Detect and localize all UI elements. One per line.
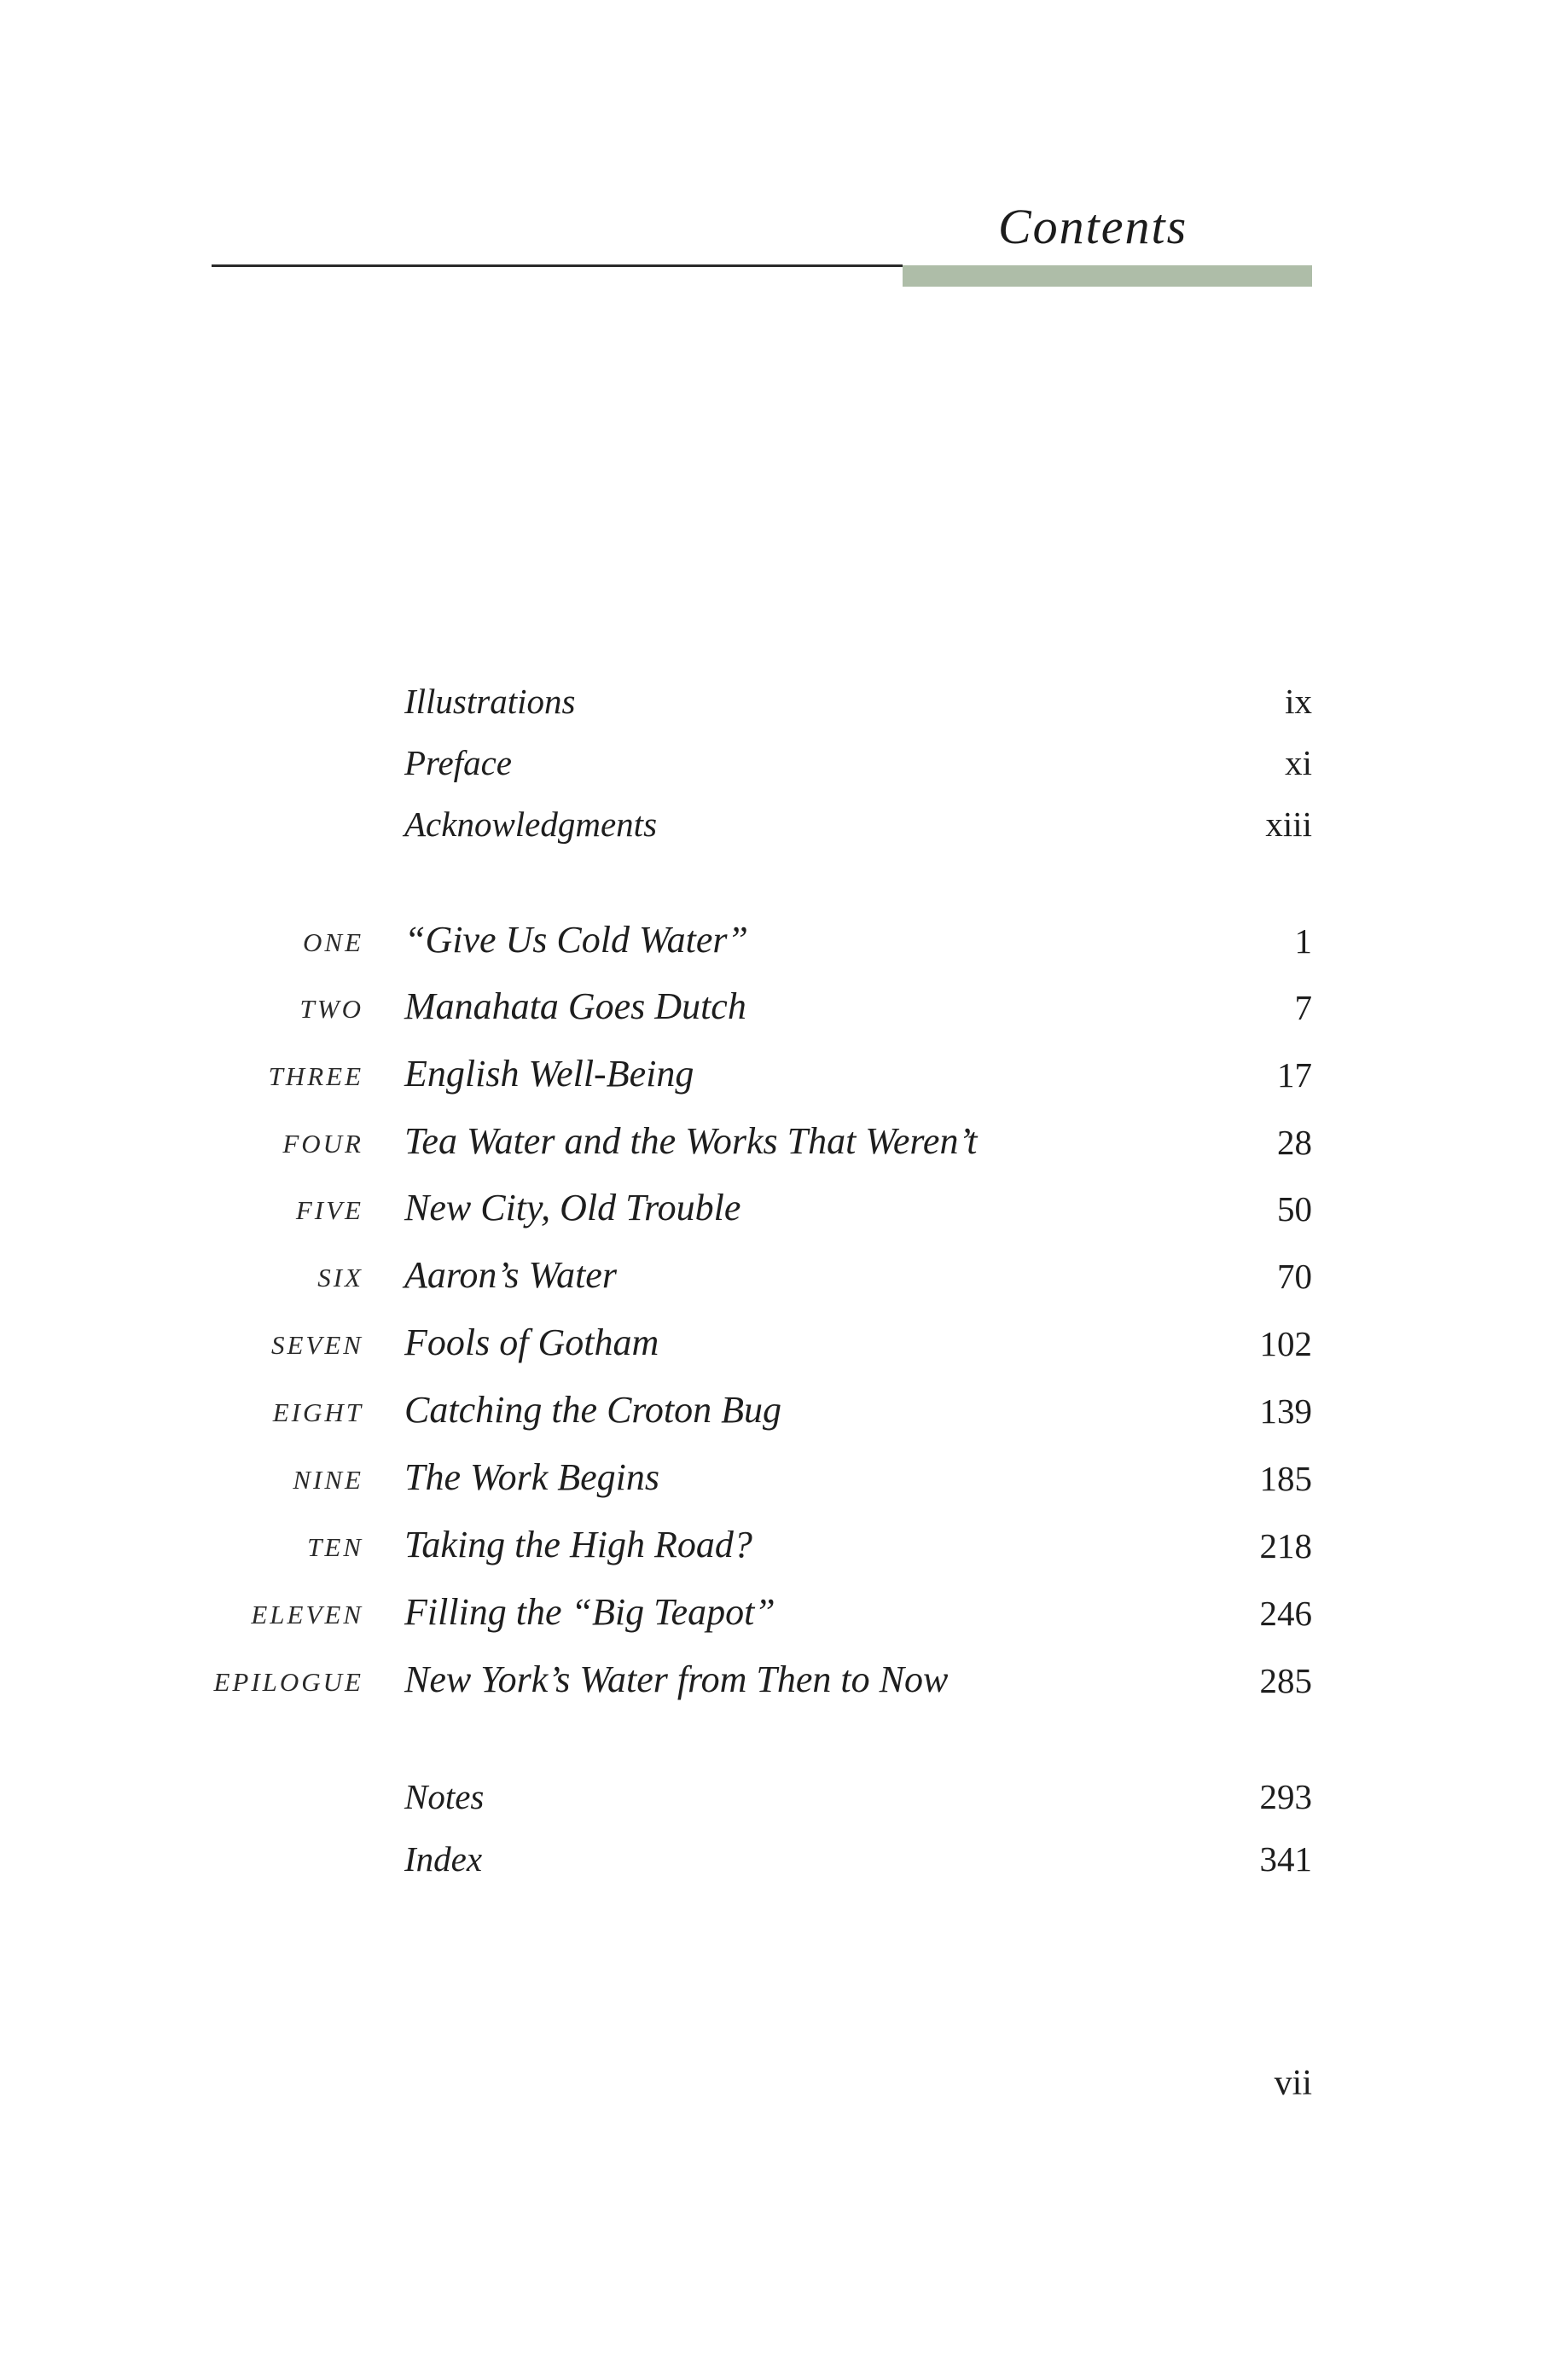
toc-entry-chapter: [212, 1108, 1312, 1168]
chapter-page: 17: [1277, 1055, 1312, 1095]
chapter-title: Aaron’s Water: [404, 1254, 617, 1296]
entry-page: ix: [1285, 682, 1312, 721]
header-rule-dark: [212, 264, 903, 267]
toc-entry-chapter: [212, 1512, 1312, 1571]
chapter-page: 139: [1259, 1391, 1312, 1431]
chapter-number: ELEVEN: [251, 1600, 363, 1629]
chapter-title: Taking the High Road?: [404, 1524, 752, 1565]
toc-entry-front-matter: [212, 729, 1312, 788]
chapter-title: Tea Water and the Works That Weren’t: [404, 1120, 978, 1162]
toc-entry-chapter: [212, 1175, 1312, 1234]
entry-title: Acknowledgments: [404, 804, 658, 844]
toc-entry-chapter: [212, 907, 1312, 967]
chapter-title: Manahata Goes Dutch: [404, 985, 746, 1027]
chapter-title: Fools of Gotham: [404, 1321, 659, 1363]
chapter-page: 246: [1259, 1594, 1312, 1633]
page-number: vii: [1274, 2064, 1312, 2103]
chapter-number: EPILOGUE: [213, 1667, 363, 1697]
chapter-number: ONE: [303, 927, 363, 957]
toc-entry-back-matter: [212, 1763, 1312, 1822]
chapter-page: 185: [1259, 1459, 1312, 1498]
chapter-title: The Work Begins: [404, 1456, 660, 1498]
chapter-number: EIGHT: [272, 1397, 363, 1427]
chapter-number: SEVEN: [271, 1330, 363, 1360]
entry-page: xi: [1285, 743, 1312, 782]
chapter-page: 1: [1294, 921, 1312, 961]
chapter-number: TEN: [307, 1532, 363, 1562]
toc-entry-front-matter: [212, 667, 1312, 727]
chapter-number: NINE: [293, 1465, 363, 1495]
toc-entry-chapter: [212, 1310, 1312, 1369]
toc-entry-front-matter: [212, 790, 1312, 850]
chapter-title: Catching the Croton Bug: [404, 1389, 782, 1431]
toc-entry-back-matter: [212, 1825, 1312, 1885]
chapter-page: 102: [1259, 1324, 1312, 1363]
chapter-page: 28: [1277, 1123, 1312, 1162]
toc-entry-chapter: [212, 1041, 1312, 1101]
entry-page: 341: [1259, 1839, 1312, 1879]
chapter-page: 218: [1259, 1526, 1312, 1565]
toc-entry-chapter: [212, 1579, 1312, 1639]
chapter-number: TWO: [299, 994, 363, 1024]
entry-page: xiii: [1265, 804, 1312, 844]
entry-page: 293: [1259, 1777, 1312, 1816]
chapter-page: 285: [1259, 1661, 1312, 1700]
entry-title: Index: [404, 1839, 483, 1879]
header-rule-accent: [903, 265, 1312, 287]
entry-title: Notes: [404, 1777, 485, 1816]
entry-title: Preface: [404, 743, 512, 782]
toc-entry-chapter: [212, 1242, 1312, 1302]
chapter-page: 50: [1277, 1189, 1312, 1228]
chapter-title: New York’s Water from Then to Now: [404, 1658, 949, 1700]
chapter-page: 70: [1277, 1257, 1312, 1296]
chapter-number: THREE: [268, 1061, 363, 1091]
toc-entry-chapter: [212, 1647, 1312, 1706]
toc-entry-chapter: [212, 1444, 1312, 1504]
toc-entry-chapter: [212, 973, 1312, 1033]
chapter-page: 7: [1294, 988, 1312, 1027]
page-title: Contents: [998, 199, 1188, 254]
chapter-title: “Give Us Cold Water”: [404, 919, 748, 961]
chapter-title: English Well-Being: [404, 1053, 694, 1095]
entry-title: Illustrations: [404, 682, 576, 721]
chapter-title: Filling the “Big Teapot”: [404, 1591, 775, 1633]
chapter-number: FOUR: [282, 1129, 363, 1159]
toc-entry-chapter: [212, 1377, 1312, 1437]
chapter-number: FIVE: [295, 1195, 363, 1225]
chapter-title: New City, Old Trouble: [404, 1187, 741, 1228]
chapter-number: SIX: [317, 1263, 363, 1292]
